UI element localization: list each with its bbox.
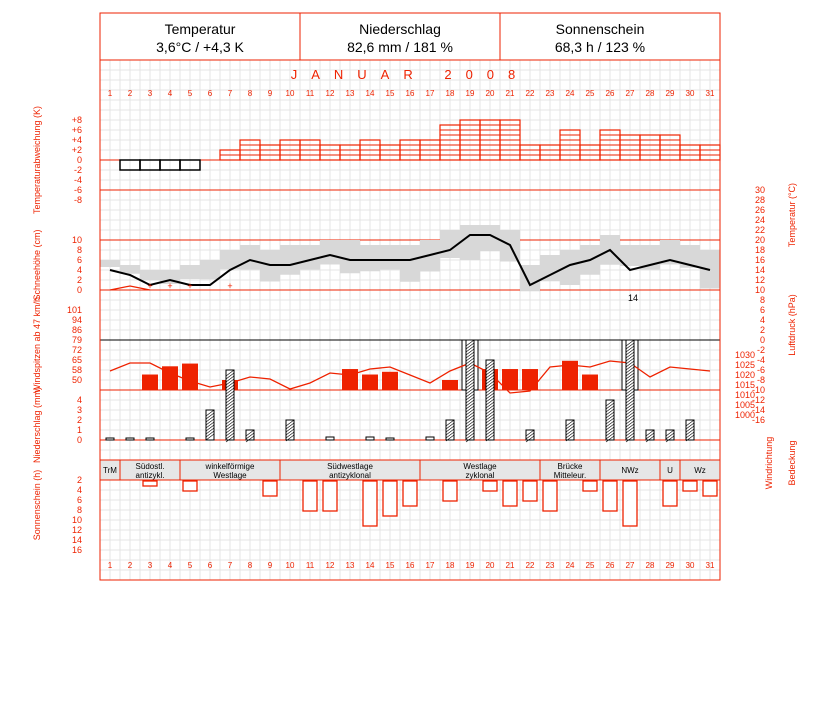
tick-label: 1: [76, 425, 82, 435]
precipitation-bar: [386, 438, 394, 440]
tick-label: 2: [76, 275, 82, 285]
day-label: 31: [705, 89, 715, 98]
sunshine-bar: [263, 481, 277, 496]
day-label: 2: [127, 561, 133, 570]
precipitation-header-value: 82,6 mm / 181 %: [347, 39, 453, 55]
cloud-cover-label: Bedeckung: [787, 440, 797, 486]
tick-label: 10: [71, 235, 82, 245]
day-label: 9: [267, 561, 273, 570]
tick-label: -10: [751, 385, 765, 395]
snow-trace-mark: +: [187, 281, 193, 291]
sunshine-bar: [143, 481, 157, 486]
weather-type-label: Wz: [694, 466, 706, 475]
tick-label: 30: [754, 185, 765, 195]
temperature-header-value: 3,6°C / +4,3 K: [156, 39, 244, 55]
sunshine-bar: [363, 481, 377, 526]
tick-label: -4: [73, 175, 82, 185]
day-label: 22: [525, 561, 535, 570]
day-label: 4: [167, 561, 173, 570]
day-label: 1: [107, 89, 113, 98]
snow-trace-mark: +: [167, 281, 173, 291]
tick-label: -16: [751, 415, 765, 425]
day-label: 29: [665, 89, 675, 98]
tick-label: 6: [759, 305, 765, 315]
tick-label: 2: [759, 325, 765, 335]
weather-type-label: winkelförmige: [205, 462, 255, 471]
weather-type-label: Südwestlage: [327, 462, 373, 471]
tick-label: 94: [71, 315, 82, 325]
day-label: 25: [585, 561, 595, 570]
wind-gust-bar: [442, 380, 458, 390]
sunshine-bar: [403, 481, 417, 506]
day-label: 13: [345, 89, 355, 98]
wind-direction-label: Windrichtung: [764, 436, 774, 490]
tick-label: 12: [71, 525, 82, 535]
tick-label: 79: [71, 335, 82, 345]
sunshine-bar: [303, 481, 317, 511]
tick-label: 1030: [735, 350, 756, 360]
tick-label: +6: [71, 125, 82, 135]
tick-label: 65: [71, 355, 82, 365]
precipitation-bar: [366, 437, 374, 440]
weather-type-label: antizyklonal: [329, 471, 371, 480]
precipitation-bar: [146, 438, 154, 440]
temperature-band: [460, 225, 480, 260]
day-label: 5: [187, 561, 193, 570]
tick-label: 0: [76, 435, 82, 445]
sunshine-header-value: 68,3 h / 123 %: [554, 39, 646, 55]
weather-type-label: NWz: [621, 466, 639, 475]
tick-label: 72: [71, 345, 82, 355]
tick-label: 1025: [735, 360, 756, 370]
day-label: 28: [645, 89, 655, 98]
day-label: 12: [325, 561, 335, 570]
day-label: 11: [305, 89, 315, 98]
tick-label: 6: [76, 495, 82, 505]
weather-type-label: zyklonal: [465, 471, 495, 480]
precipitation-bar: [186, 438, 194, 440]
day-label: 3: [147, 89, 153, 98]
day-label: 29: [665, 561, 675, 570]
tick-label: 16: [71, 545, 82, 555]
tick-label: 8: [759, 295, 765, 305]
temperature-band: [400, 245, 420, 282]
day-label: 30: [685, 89, 695, 98]
day-label: 9: [267, 89, 273, 98]
day-label: 20: [485, 561, 495, 570]
day-label: 26: [605, 561, 615, 570]
day-label: 14: [365, 561, 375, 570]
day-label: 26: [605, 89, 615, 98]
day-label: 30: [685, 561, 695, 570]
precipitation-axis-label: Niederschlag (mm): [32, 386, 42, 464]
tick-label: 16: [754, 255, 765, 265]
day-label: 4: [167, 89, 173, 98]
day-label: 6: [207, 89, 213, 98]
weather-type-label: Westlage: [463, 462, 497, 471]
weather-type-label: Mitteleur.: [553, 471, 587, 480]
precipitation-bar: [426, 437, 434, 440]
wind-gust-bar: [582, 375, 598, 390]
tick-label: 1010: [735, 390, 756, 400]
tick-label: -2: [756, 345, 765, 355]
tick-label: 10: [754, 285, 765, 295]
tick-label: 4: [76, 485, 82, 495]
weather-type-label: antizykl.: [135, 471, 165, 480]
sunshine-bar: [323, 481, 337, 511]
tick-label: 4: [76, 395, 82, 405]
tick-label: 0: [76, 155, 82, 165]
month-title: JANUAR 2008: [290, 67, 530, 82]
temperature-band: [100, 260, 120, 267]
day-label: 19: [465, 89, 475, 98]
tick-label: 14: [754, 265, 765, 275]
tick-label: 58: [71, 365, 82, 375]
tick-label: 28: [754, 195, 765, 205]
sunshine-bar: [603, 481, 617, 511]
tick-label: -12: [751, 395, 765, 405]
sunshine-bar: [583, 481, 597, 491]
day-label: 15: [385, 89, 395, 98]
tick-label: 101: [66, 305, 82, 315]
day-label: 17: [425, 561, 435, 570]
gust-annotation: 14: [628, 293, 639, 303]
tick-label: 26: [754, 205, 765, 215]
temperature-anomaly-axis-label: Temperaturabweichung (K): [32, 105, 42, 215]
tick-label: 8: [76, 245, 82, 255]
sunshine-bar: [183, 481, 197, 491]
sunshine-bar: [503, 481, 517, 506]
day-label: 31: [705, 561, 715, 570]
temperature-band: [540, 255, 560, 281]
day-label: 21: [505, 561, 515, 570]
day-label: 22: [525, 89, 535, 98]
day-label: 10: [285, 89, 295, 98]
weather-type-label: Brücke: [557, 462, 583, 471]
tick-label: 1000: [735, 410, 756, 420]
tick-label: 2: [76, 475, 82, 485]
weather-type-label: U: [667, 466, 673, 475]
day-label: 24: [565, 89, 575, 98]
snow-trace-mark: +: [227, 281, 233, 291]
tick-label: 24: [754, 215, 765, 225]
temperature-band: [240, 245, 260, 270]
tick-label: 0: [759, 335, 765, 345]
day-label: 23: [545, 561, 555, 570]
day-label: 2: [127, 89, 133, 98]
tick-label: +2: [71, 145, 82, 155]
wind-gust-bar: [182, 364, 198, 390]
sunshine-bar: [483, 481, 497, 491]
sunshine-bar: [683, 481, 697, 491]
header-summary: [100, 13, 720, 60]
day-label: 27: [625, 89, 635, 98]
wind-gust-bar: [142, 375, 158, 390]
sunshine-bar: [383, 481, 397, 516]
day-label: 3: [147, 561, 153, 570]
day-label: 16: [405, 561, 415, 570]
sunshine-axis-label: Sonnenschein (h): [32, 469, 42, 541]
wind-gust-axis-label: Windspitzen ab 47 km/h: [32, 296, 42, 394]
temperature-axis-label: Temperatur (°C): [787, 182, 797, 248]
wind-gust-bar: [342, 369, 358, 390]
day-label: 12: [325, 89, 335, 98]
precipitation-bar: [326, 437, 334, 440]
day-label: 20: [485, 89, 495, 98]
day-label: 27: [625, 561, 635, 570]
day-label: 19: [465, 561, 475, 570]
temperature-band: [360, 245, 380, 271]
day-label: 23: [545, 89, 555, 98]
temperature-band: [180, 265, 200, 279]
sunshine-bar: [623, 481, 637, 526]
weather-type-label: Südostl.: [135, 462, 165, 471]
wind-gust-bar: [362, 375, 378, 390]
sunshine-bar: [663, 481, 677, 506]
day-label: 18: [445, 561, 455, 570]
wind-gust-bar: [382, 372, 398, 390]
tick-label: 8: [76, 505, 82, 515]
pressure-axis-label: Luftdruck (hPa): [787, 294, 797, 356]
temperature-band: [320, 240, 340, 265]
day-label: 21: [505, 89, 515, 98]
tick-label: -6: [73, 185, 82, 195]
tick-label: 2: [76, 415, 82, 425]
day-label: 7: [227, 89, 233, 98]
tick-label: 14: [71, 535, 82, 545]
tick-label: -2: [73, 165, 82, 175]
temperature-band: [280, 245, 300, 275]
temperature-band: [380, 245, 400, 270]
tick-label: 1015: [735, 380, 756, 390]
tick-label: 1005: [735, 400, 756, 410]
sunshine-bar: [523, 481, 537, 501]
weather-type-label: Westlage: [213, 471, 247, 480]
tick-label: -14: [751, 405, 765, 415]
temperature-header-title: Temperatur: [164, 21, 236, 37]
tick-label: 3: [76, 405, 82, 415]
tick-label: 18: [754, 245, 765, 255]
tick-label: 10: [71, 515, 82, 525]
tick-label: -8: [756, 375, 765, 385]
precipitation-bar: [126, 438, 134, 440]
sunshine-bar: [703, 481, 717, 496]
tick-label: 4: [76, 265, 82, 275]
tick-label: +4: [71, 135, 82, 145]
temperature-band: [340, 240, 360, 273]
day-label: 1: [107, 561, 113, 570]
weather-type-band: [100, 460, 720, 480]
tick-label: 4: [759, 315, 765, 325]
weather-type-label: TrM: [103, 466, 117, 475]
day-label: 13: [345, 561, 355, 570]
precipitation-bar: [106, 438, 114, 440]
tick-label: -6: [756, 365, 765, 375]
sunshine-bar: [543, 481, 557, 511]
day-label: 8: [247, 89, 253, 98]
day-label: 17: [425, 89, 435, 98]
tick-label: 12: [754, 275, 765, 285]
tick-label: 20: [754, 235, 765, 245]
day-label: 10: [285, 561, 295, 570]
day-label: 16: [405, 89, 415, 98]
day-label: 15: [385, 561, 395, 570]
snow-depth-axis-label: Schneehöhe (cm): [32, 229, 42, 301]
day-label: 18: [445, 89, 455, 98]
day-label: 14: [365, 89, 375, 98]
snow-trace-mark: +: [147, 281, 153, 291]
sunshine-header-title: Sonnenschein: [555, 21, 645, 37]
precipitation-header-title: Niederschlag: [359, 21, 441, 37]
tick-label: 86: [71, 325, 82, 335]
day-label: 11: [305, 561, 315, 570]
day-label: 6: [207, 561, 213, 570]
day-label: 5: [187, 89, 193, 98]
day-label: 24: [565, 561, 575, 570]
temperature-band: [200, 260, 220, 279]
tick-label: -8: [73, 195, 82, 205]
tick-label: 6: [76, 255, 82, 265]
day-label: 28: [645, 561, 655, 570]
tick-label: 0: [76, 285, 82, 295]
day-label: 25: [585, 89, 595, 98]
tick-label: 50: [71, 375, 82, 385]
tick-label: -4: [756, 355, 765, 365]
day-label: 7: [227, 561, 233, 570]
tick-label: +8: [71, 115, 82, 125]
tick-label: 1020: [735, 370, 756, 380]
sunshine-bar: [443, 481, 457, 501]
tick-label: 22: [754, 225, 765, 235]
wind-gust-bar: [522, 369, 538, 390]
day-label: 8: [247, 561, 253, 570]
temperature-band: [140, 270, 160, 281]
